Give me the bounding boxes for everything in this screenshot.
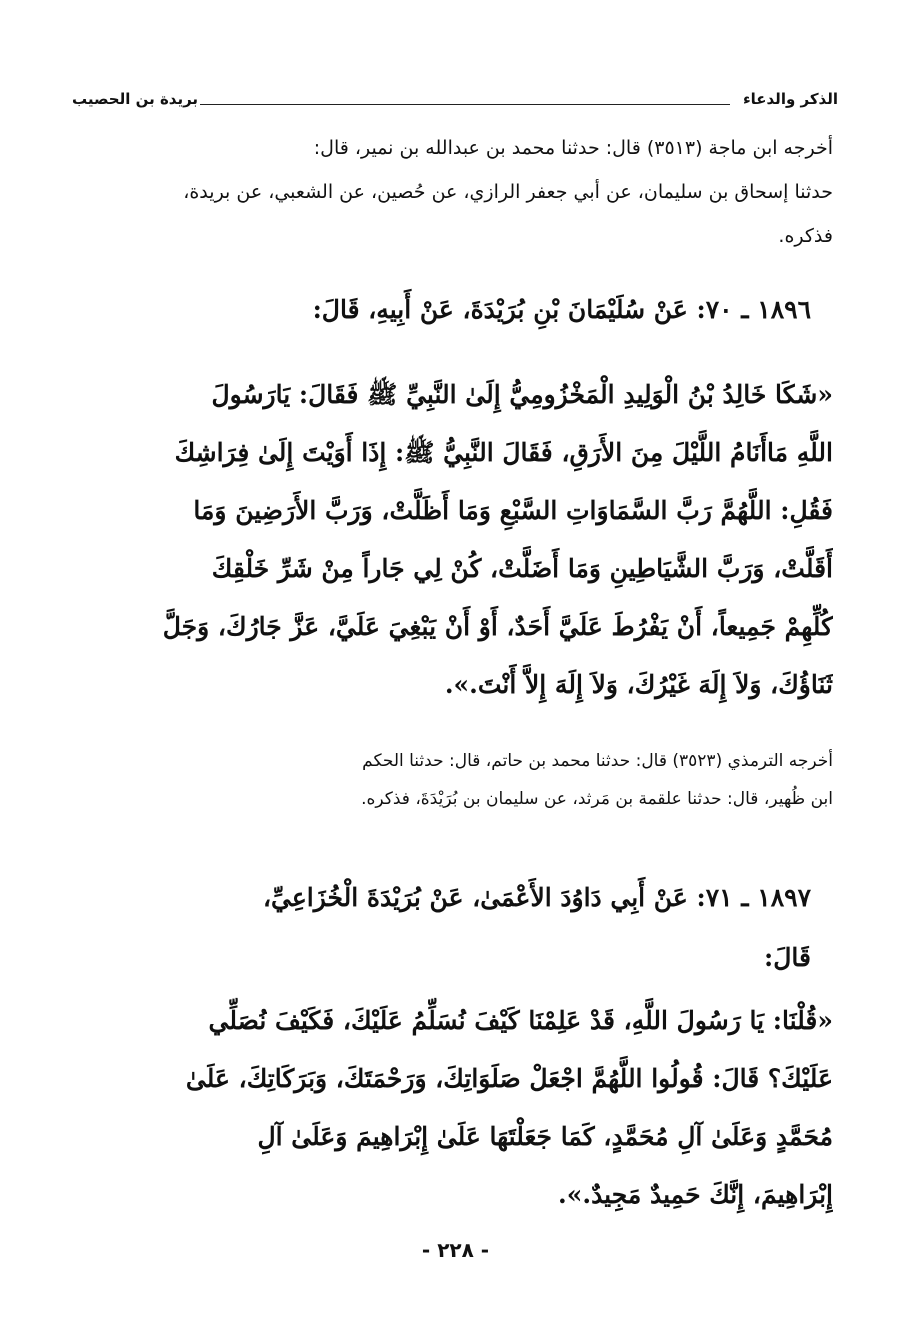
takhrij-2-line: ابن ظُهير، قال: حدثنا علقمة بن مَرثد، عن سليمان بن بُرَيْدَةَ، فذكره. <box>361 789 833 809</box>
hadith-2-line: «قُلْنَا: يَا رَسُولَ اللَّهِ، قَدْ عَلِمْنَا كَيْفَ نُسَلِّمُ عَلَيْكَ، فَكَيْفَ نُصَلِّي <box>208 1006 833 1035</box>
hadith-1-text <box>73 366 833 714</box>
header-rule <box>200 104 730 105</box>
hadith-1-line: أَقَلَّتْ، وَرَبَّ الشَّيَاطِينِ وَمَا أَضَلَّتْ، كُنْ لِي جَاراً مِنْ شَرِّ خَلْقِكَ <box>211 554 833 583</box>
header-chapter-title: الذكر والدعاء <box>742 90 838 108</box>
hadith-1-heading <box>71 280 811 340</box>
hadith-1-line: فَقُلِ: اللَّهُمَّ رَبَّ السَّمَاوَاتِ السَّبْعِ وَمَا أَظَلَّتْ، وَرَبَّ الأَرَضِينَ وَمَا <box>193 496 833 525</box>
hadith-2-heading-line: ١٨٩٧ ـ ٧١: عَنْ أَبِي دَاوُدَ الأَعْمَىٰ، عَنْ بُرَيْدَةَ الْخُزَاعِيِّ، <box>262 883 811 912</box>
takhrij-1-line: أخرجه ابن ماجة (٣٥١٣) قال: حدثنا محمد بن عبدالله بن نمير، قال: <box>313 137 833 159</box>
takhrij-2-line: أخرجه الترمذي (٣٥٢٣) قال: حدثنا محمد بن حاتم، قال: حدثنا الحكم <box>362 751 833 771</box>
hadith-2-line: عَلَيْكَ؟ قَالَ: قُولُوا اللَّهُمَّ اجْعَلْ صَلَوَاتِكَ، وَرَحْمَتَكَ، وَبَرَكَاتِكَ، عَلَىٰ <box>185 1064 833 1093</box>
hadith-2-line: إِبْرَاهِيمَ، إِنَّكَ حَمِيدٌ مَجِيدٌ.». <box>558 1180 833 1209</box>
header-section-title: بريدة بن الحصيب <box>72 90 199 108</box>
hadith-1-line: «شَكَا خَالِدُ بْنُ الْوَلِيدِ الْمَخْزُومِيُّ إِلَىٰ النَّبِيِّ ﷺ فَقَالَ: يَارَسُولَ <box>211 380 833 409</box>
hadith-1-line: ثَنَاؤُكَ، وَلاَ إِلَهَ غَيْرُكَ، وَلاَ إِلَهَ إِلاَّ أَنْتَ.». <box>444 670 833 699</box>
takhrij-1-line: فذكره. <box>778 225 833 247</box>
hadith-2-heading <box>71 868 811 988</box>
hadith-1-line: اللَّهِ مَاأَنَامُ اللَّيْلَ مِنَ الأَرَقِ، فَقَالَ النَّبِيُّ ﷺ: إِذَا أَوَيْتَ إِلَىٰ فِرَاشِكَ <box>174 438 833 467</box>
hadith-2-heading-line: قَالَ: <box>764 943 811 972</box>
takhrij-2 <box>73 742 833 818</box>
hadith-1-line: كُلِّهِمْ جَمِيعاً، أَنْ يَفْرُطَ عَلَيَّ أَحَدٌ، أَوْ أَنْ يَبْغِيَ عَلَيَّ، عَزَّ جَارُكَ، وَجَلَّ <box>162 612 833 641</box>
hadith-2-text <box>73 992 833 1224</box>
page-number: - ٢٢٨ - <box>421 1238 490 1262</box>
takhrij-1 <box>73 126 833 258</box>
running-header <box>72 88 838 124</box>
hadith-2-line: مُحَمَّدٍ وَعَلَىٰ آلِ مُحَمَّدٍ، كَمَا جَعَلْتَهَا عَلَىٰ إِبْرَاهِيمَ وَعَلَىٰ آلِ <box>257 1122 833 1151</box>
hadith-1-heading-text: ١٨٩٦ ـ ٧٠: عَنْ سُلَيْمَانَ بْنِ بُرَيْدَةَ، عَنْ أَبِيهِ، قَالَ: <box>312 295 811 324</box>
takhrij-1-line: حدثنا إسحاق بن سليمان، عن أبي جعفر الرازي، عن حُصين، عن الشعبي، عن بريدة، <box>183 181 833 203</box>
